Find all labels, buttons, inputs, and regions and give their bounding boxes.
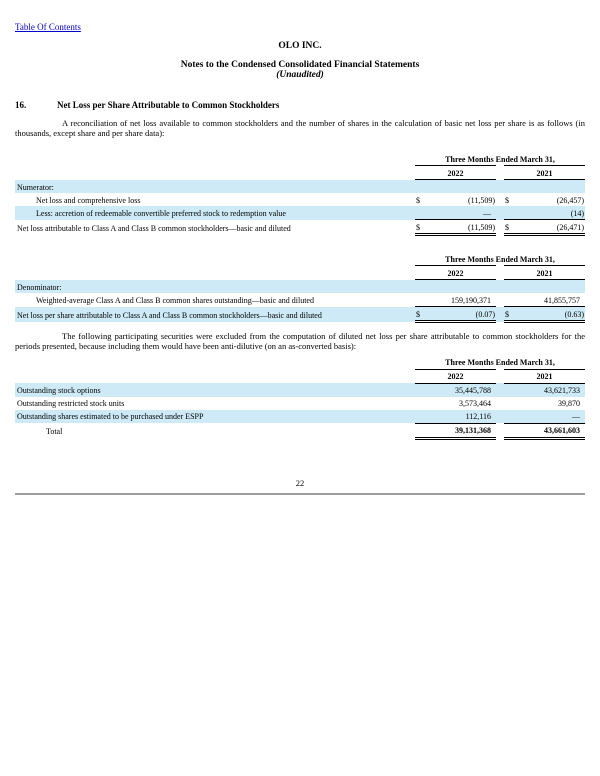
period-header-row xyxy=(15,252,585,266)
row-label: Numerator: xyxy=(17,182,54,192)
column-header-2021: 2021 xyxy=(504,266,585,280)
table-row-stock-options xyxy=(15,383,585,397)
column-header-2021: 2021 xyxy=(504,369,585,383)
value-2021: (26,457) xyxy=(556,195,585,205)
table-row-accretion xyxy=(15,206,585,220)
year-header-row xyxy=(15,369,585,383)
table-row-weighted-average-shares xyxy=(15,293,585,307)
value-2022: 112,116 xyxy=(427,410,496,424)
table-row-numerator xyxy=(15,180,585,194)
value-2022: 39,131,368 xyxy=(427,423,496,438)
column-header-2022: 2022 xyxy=(415,166,496,180)
period-header: Three Months Ended March 31, xyxy=(445,357,555,367)
currency-symbol: $ xyxy=(504,220,516,235)
column-header-2021: 2021 xyxy=(504,166,585,180)
value-2021: 41,855,757 xyxy=(516,293,585,307)
table-of-contents-link[interactable]: Table Of Contents xyxy=(15,22,81,32)
value-2022: (11,509) xyxy=(427,220,496,235)
company-name: OLO INC. xyxy=(278,41,322,51)
period-header-row xyxy=(15,356,585,370)
row-label: Net loss and comprehensive loss xyxy=(36,195,141,205)
value-2022: (0.07) xyxy=(427,307,496,322)
value-2021: (0.63) xyxy=(516,307,585,322)
numerator-table xyxy=(15,152,585,236)
value-2022: 159,190,371 xyxy=(427,293,496,307)
table-row-denominator xyxy=(15,280,585,294)
row-label: Weighted-average Class A and Class B common shares outstanding—basic and diluted xyxy=(36,296,314,306)
value-2021: 39,870 xyxy=(558,398,581,408)
currency-symbol: $ xyxy=(415,220,427,235)
intro-paragraph: A reconciliation of net loss available to common stockholders and the number of shares in the calculation of basic net loss per share is as follows (in thousands, except share and per share data): xyxy=(15,118,585,138)
row-label: Total xyxy=(46,427,63,437)
antidilutive-paragraph: The following participating securities were excluded from the computation of diluted net loss per share attributable to common stockholders for the periods presented, because including them would have been anti-dilutive (on an as-converted basis): xyxy=(15,331,585,352)
currency-symbol: $ xyxy=(416,195,420,205)
page-number: 22 xyxy=(295,477,305,488)
table-row-net-loss-per-share xyxy=(15,307,585,322)
value-2021: 43,621,733 xyxy=(544,385,581,395)
value-2022: (11,509) xyxy=(467,195,495,205)
year-header-row xyxy=(15,166,585,180)
year-header-row xyxy=(15,266,585,280)
value-2021: 43,661,603 xyxy=(516,423,585,438)
row-label: Outstanding restricted stock units xyxy=(17,398,125,408)
value-2021: (26,471) xyxy=(516,220,585,235)
document-subtitle: (Unaudited) xyxy=(276,70,324,80)
row-label: Net loss per share attributable to Class A and Class B common stockholders—basic and diluted xyxy=(17,311,322,321)
row-label: Net loss attributable to Class A and Class B common stockholders—basic and diluted xyxy=(17,224,291,234)
table-row-espp-shares xyxy=(15,410,585,424)
period-header: Three Months Ended March 31, xyxy=(445,154,555,164)
row-label: Denominator: xyxy=(17,282,62,292)
table-row-net-loss xyxy=(15,193,585,206)
value-2021: (14) xyxy=(516,206,585,220)
table-row-restricted-stock-units xyxy=(15,397,585,410)
currency-symbol: $ xyxy=(504,307,516,322)
section-heading xyxy=(15,100,585,110)
value-2022: 35,445,788 xyxy=(455,385,491,395)
table-row-net-loss-attributable xyxy=(15,220,585,235)
period-header-row xyxy=(15,152,585,166)
antidilutive-table xyxy=(15,356,585,440)
table-row-total xyxy=(15,423,585,438)
row-label: Outstanding stock options xyxy=(17,385,101,395)
section-title: Net Loss per Share Attributable to Common Stockholders xyxy=(57,100,280,110)
document-title: Notes to the Condensed Consolidated Financial Statements xyxy=(180,60,420,70)
currency-symbol: $ xyxy=(505,195,509,205)
period-header: Three Months Ended March 31, xyxy=(445,254,555,264)
row-label: Less: accretion of redeemable convertible preferred stock to redemption value xyxy=(36,209,286,219)
value-2022: — xyxy=(427,206,496,220)
column-header-2022: 2022 xyxy=(415,369,496,383)
value-2021: — xyxy=(516,410,585,424)
footer-divider xyxy=(15,493,585,495)
currency-symbol: $ xyxy=(415,307,427,322)
column-header-2022: 2022 xyxy=(415,266,496,280)
denominator-table xyxy=(15,252,585,323)
section-number: 16. xyxy=(15,100,27,110)
value-2022: 3,573,464 xyxy=(459,398,491,408)
row-label: Outstanding shares estimated to be purchased under ESPP xyxy=(17,412,204,422)
